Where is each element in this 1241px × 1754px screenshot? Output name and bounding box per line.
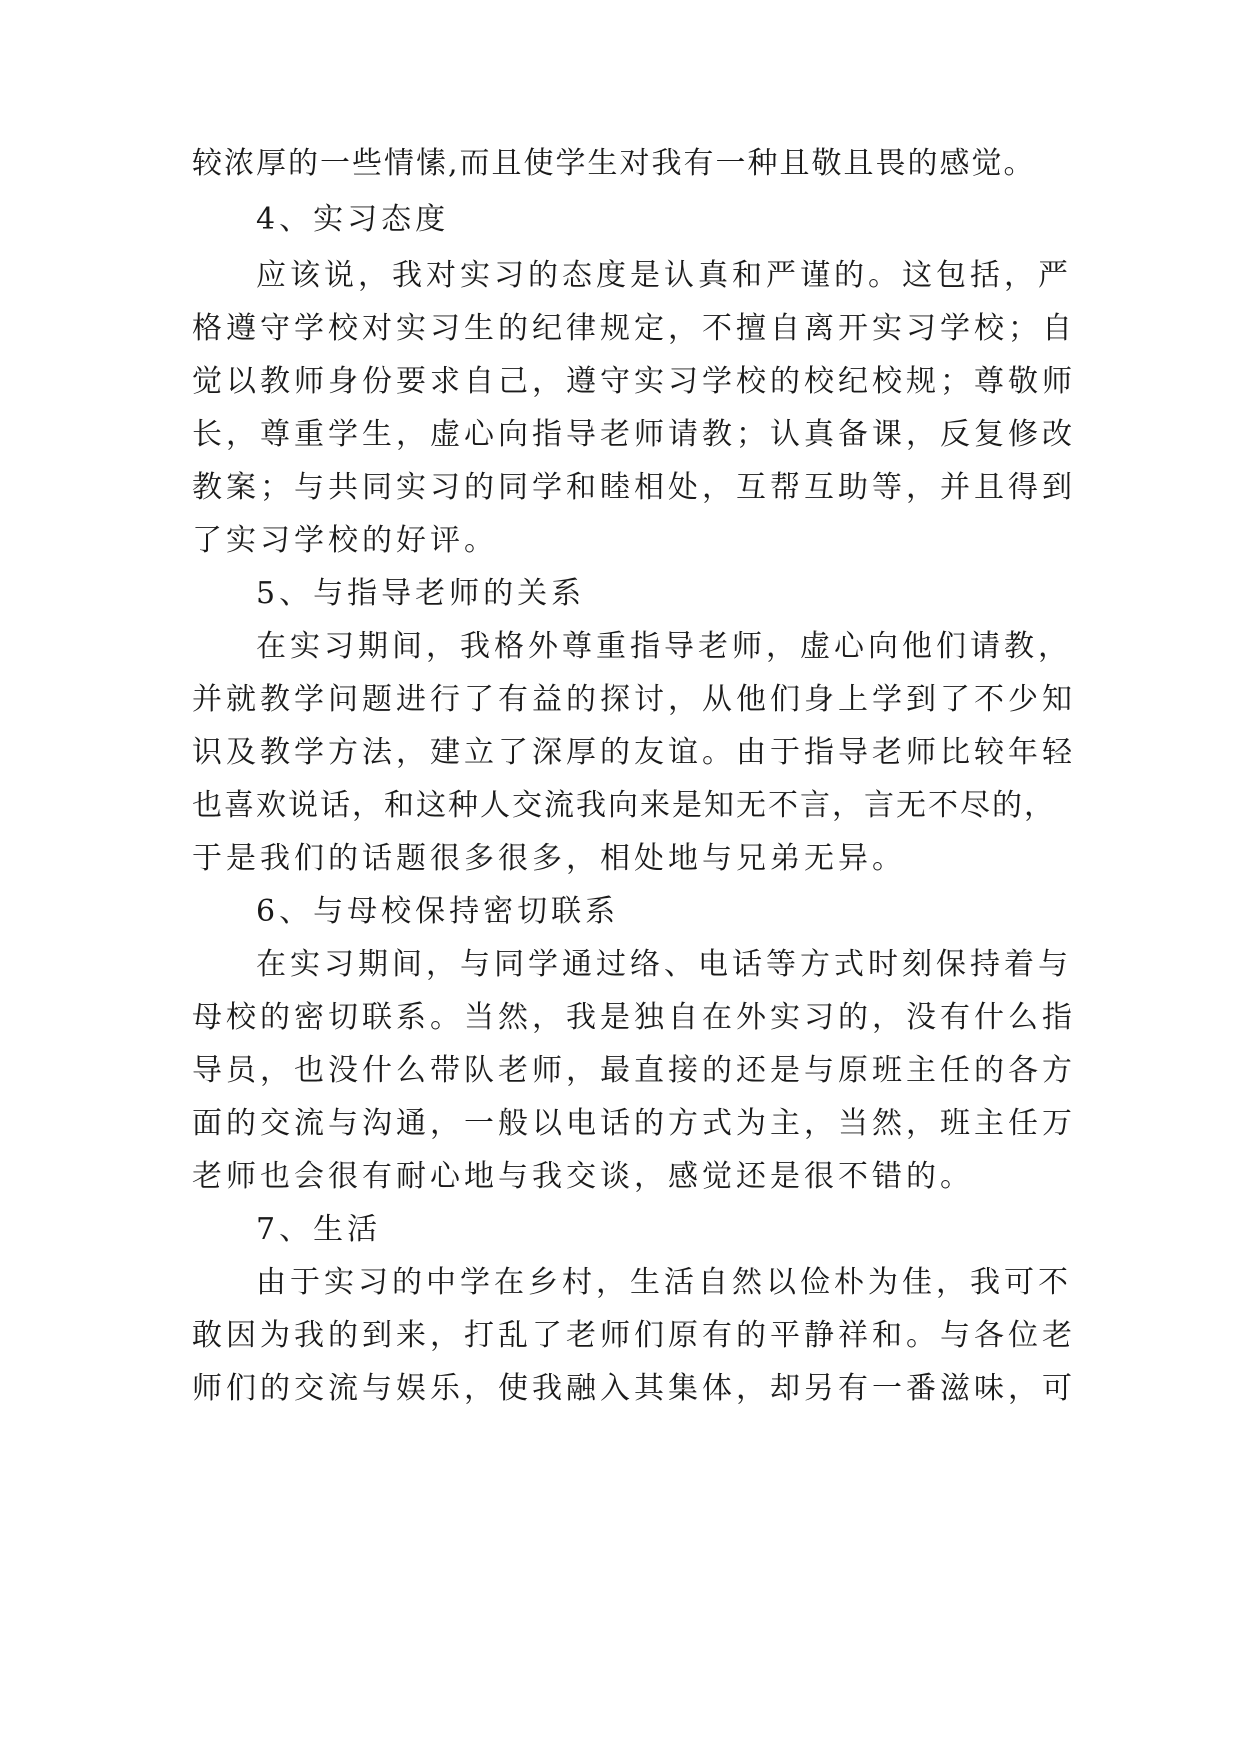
paragraph-line: 并就教学问题进行了有益的探讨，从他们身上学到了不少知 bbox=[192, 682, 1076, 717]
paragraph-line: 识及教学方法，建立了深厚的友谊。由于指导老师比较年轻 bbox=[192, 735, 1076, 770]
paragraph-line: 在实习期间，我格外尊重指导老师，虚心向他们请教， bbox=[256, 629, 1072, 664]
paragraph-line: 母校的密切联系。当然，我是独自在外实习的，没有什么指 bbox=[192, 1000, 1076, 1035]
paragraph-line: 应该说，我对实习的态度是认真和严谨的。这包括，严 bbox=[256, 258, 1072, 293]
paragraph-line: 觉以教师身份要求自己，遵守实习学校的校纪校规；尊敬师 bbox=[192, 364, 1076, 399]
paragraph-line: 较浓厚的一些情愫,而且使学生对我有一种且敬且畏的感觉。 bbox=[192, 146, 1036, 181]
paragraph-line: 教案；与共同实习的同学和睦相处，互帮互助等，并且得到 bbox=[192, 470, 1076, 505]
paragraph-line: 师们的交流与娱乐，使我融入其集体，却另有一番滋味，可 bbox=[192, 1371, 1076, 1406]
paragraph-line: 由于实习的中学在乡村，生活自然以俭朴为佳，我可不 bbox=[256, 1265, 1072, 1300]
paragraph-line: 长，尊重学生，虚心向指导老师请教；认真备课，反复修改 bbox=[192, 417, 1076, 452]
paragraph-line: 了实习学校的好评。 bbox=[192, 523, 498, 558]
paragraph-line: 面的交流与沟通，一般以电话的方式为主，当然，班主任万 bbox=[192, 1106, 1076, 1141]
section-heading-7: 7、生活 bbox=[256, 1212, 382, 1247]
paragraph-line: 敢因为我的到来，打乱了老师们原有的平静祥和。与各位老 bbox=[192, 1318, 1076, 1353]
paragraph-line: 在实习期间，与同学通过络、电话等方式时刻保持着与 bbox=[256, 947, 1072, 982]
section-heading-4: 4、实习态度 bbox=[256, 202, 450, 237]
paragraph-line: 也喜欢说话，和这种人交流我向来是知无不言，言无不尽的， bbox=[192, 788, 1056, 823]
paragraph-line: 老师也会很有耐心地与我交谈，感觉还是很不错的。 bbox=[192, 1159, 974, 1194]
paragraph-line: 于是我们的话题很多很多，相处地与兄弟无异。 bbox=[192, 841, 906, 876]
section-heading-5: 5、与指导老师的关系 bbox=[256, 576, 586, 611]
paragraph-line: 导员，也没什么带队老师，最直接的还是与原班主任的各方 bbox=[192, 1053, 1076, 1088]
paragraph-line: 格遵守学校对实习生的纪律规定，不擅自离开实习学校；自 bbox=[192, 311, 1076, 346]
section-heading-6: 6、与母校保持密切联系 bbox=[256, 894, 620, 929]
